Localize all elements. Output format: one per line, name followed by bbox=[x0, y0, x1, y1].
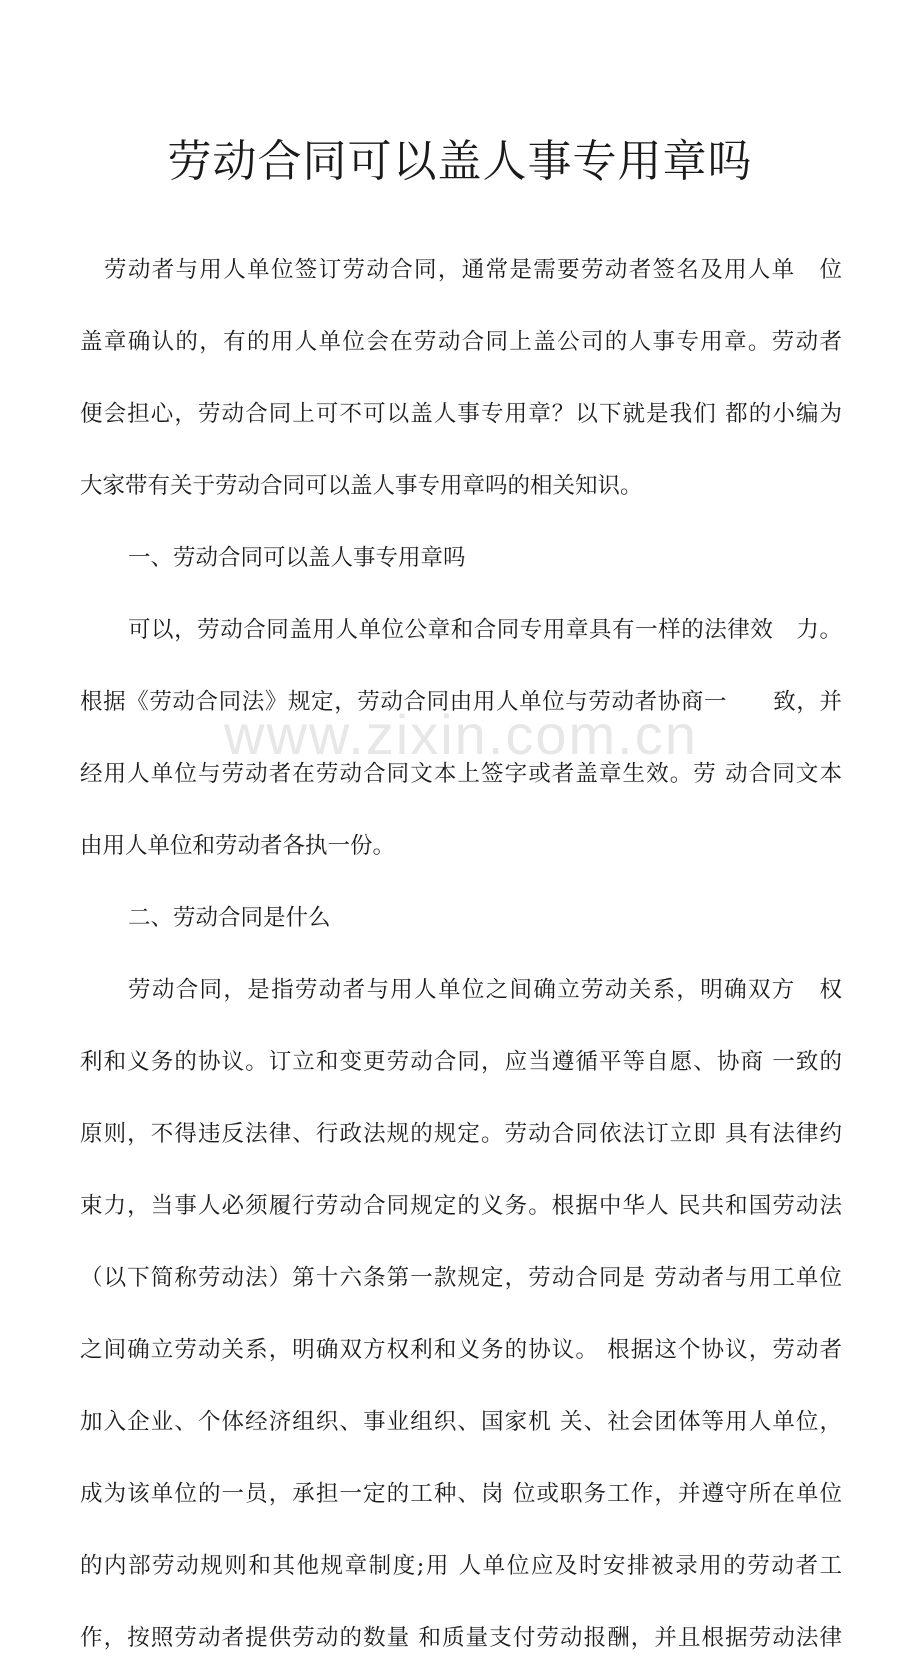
document-title: 劳动合同可以盖人事专用章吗 bbox=[167, 136, 753, 187]
paragraph-line: 之间确立劳动关系，明确双方权利和义务的协议。 根据这个协议，劳动者 bbox=[80, 1337, 842, 1363]
section-heading: 一、劳动合同可以盖人事专用章吗 bbox=[128, 545, 466, 571]
paragraph-line: 可以，劳动合同盖用人单位公章和合同专用章具有一样的法律效 力。 bbox=[128, 617, 842, 643]
paragraph-line: 作，按照劳动者提供劳动的数量 和质量支付劳动报酬，并且根据劳动法律 bbox=[80, 1625, 842, 1651]
paragraph-line: 经用人单位与劳动者在劳动合同文本上签字或者盖章生效。劳 动合同文本 bbox=[80, 761, 842, 787]
paragraph-line: 便会担心，劳动合同上可不可以盖人事专用章？以下就是我们 都的小编为 bbox=[80, 401, 842, 427]
paragraph-line: 劳动合同，是指劳动者与用人单位之间确立劳动关系，明确双方 权 bbox=[128, 977, 842, 1003]
paragraph-line: 利和义务的协议。订立和变更劳动合同，应当遵循平等自愿、协商 一致的 bbox=[80, 1049, 842, 1075]
document-body bbox=[80, 246, 842, 1662]
paragraph-line: 加入企业、个体经济组织、事业组织、国家机 关、社会团体等用人单位， bbox=[80, 1409, 842, 1435]
paragraph-line: 成为该单位的一员，承担一定的工种、岗 位或职务工作，并遵守所在单位 bbox=[80, 1481, 842, 1507]
paragraph-line: 大家带有关于劳动合同可以盖人事专用章吗的相关知识。 bbox=[80, 473, 643, 499]
paragraph-line: 根据《劳动合同法》规定，劳动合同由用人单位与劳动者协商一 致，并 bbox=[80, 689, 842, 715]
watermark: www.zixin.com.cn bbox=[224, 703, 698, 766]
paragraph-line: 盖章确认的，有的用人单位会在劳动合同上盖公司的人事专用章。劳动者 bbox=[80, 329, 842, 355]
paragraph-line: 劳动者与用人单位签订劳动合同，通常是需要劳动者签名及用人单 位 bbox=[104, 257, 842, 283]
section-heading: 二、劳动合同是什么 bbox=[128, 905, 331, 931]
paragraph-line: 束力，当事人必须履行劳动合同规定的义务。根据中华人 民共和国劳动法 bbox=[80, 1193, 842, 1219]
paragraph-line: 原则，不得违反法律、行政法规的规定。劳动合同依法订立即 具有法律约 bbox=[80, 1121, 842, 1147]
paragraph-line: 的内部劳动规则和其他规章制度;用 人单位应及时安排被录用的劳动者工 bbox=[80, 1553, 842, 1579]
paragraph-line: 由用人单位和劳动者各执一份。 bbox=[80, 833, 396, 859]
paragraph-line: （以下简称劳动法）第十六条第一款规定，劳动合同是 劳动者与用工单位 bbox=[80, 1265, 842, 1291]
